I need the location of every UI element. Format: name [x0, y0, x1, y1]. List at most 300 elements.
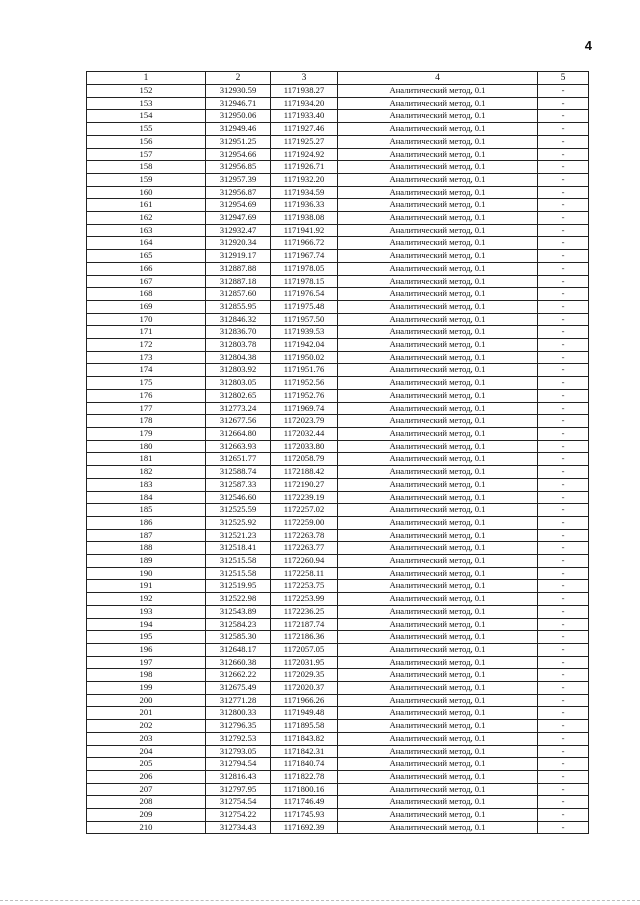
- x-coordinate-cell: 312588.74: [206, 466, 271, 479]
- point-number-cell: 154: [87, 110, 206, 123]
- x-coordinate-cell: 312920.34: [206, 237, 271, 250]
- point-number-cell: 156: [87, 135, 206, 148]
- point-number-cell: 208: [87, 796, 206, 809]
- method-cell: Аналитический метод, 0.1: [338, 224, 538, 237]
- x-coordinate-cell: 312525.59: [206, 504, 271, 517]
- table-row: [87, 224, 589, 237]
- x-coordinate-cell: 312919.17: [206, 250, 271, 263]
- table-row: [87, 682, 589, 695]
- note-cell: -: [538, 656, 589, 669]
- method-cell: Аналитический метод, 0.1: [338, 364, 538, 377]
- y-coordinate-cell: 1172190.27: [271, 478, 338, 491]
- method-cell: Аналитический метод, 0.1: [338, 262, 538, 275]
- point-number-cell: 209: [87, 809, 206, 822]
- note-cell: -: [538, 427, 589, 440]
- y-coordinate-cell: 1171745.93: [271, 809, 338, 822]
- method-cell: Аналитический метод, 0.1: [338, 707, 538, 720]
- y-coordinate-cell: 1172057.05: [271, 643, 338, 656]
- x-coordinate-cell: 312887.18: [206, 275, 271, 288]
- method-cell: Аналитический метод, 0.1: [338, 123, 538, 136]
- note-cell: -: [538, 364, 589, 377]
- table-row: [87, 491, 589, 504]
- x-coordinate-cell: 312664.80: [206, 427, 271, 440]
- y-coordinate-cell: 1171932.20: [271, 173, 338, 186]
- x-coordinate-cell: 312675.49: [206, 682, 271, 695]
- note-cell: -: [538, 605, 589, 618]
- note-cell: -: [538, 618, 589, 631]
- y-coordinate-cell: 1171840.74: [271, 758, 338, 771]
- note-cell: -: [538, 402, 589, 415]
- point-number-cell: 186: [87, 516, 206, 529]
- point-number-cell: 189: [87, 555, 206, 568]
- table-row: [87, 250, 589, 263]
- method-cell: Аналитический метод, 0.1: [338, 593, 538, 606]
- method-cell: Аналитический метод, 0.1: [338, 427, 538, 440]
- note-cell: -: [538, 148, 589, 161]
- x-coordinate-cell: 312660.38: [206, 656, 271, 669]
- note-cell: -: [538, 186, 589, 199]
- y-coordinate-cell: 1171975.48: [271, 300, 338, 313]
- x-coordinate-cell: 312816.43: [206, 770, 271, 783]
- point-number-cell: 155: [87, 123, 206, 136]
- note-cell: -: [538, 631, 589, 644]
- x-coordinate-cell: 312949.46: [206, 123, 271, 136]
- note-cell: -: [538, 504, 589, 517]
- y-coordinate-cell: 1172029.35: [271, 669, 338, 682]
- x-coordinate-cell: 312515.58: [206, 555, 271, 568]
- x-coordinate-cell: 312677.56: [206, 415, 271, 428]
- y-coordinate-cell: 1172259.00: [271, 516, 338, 529]
- y-coordinate-cell: 1171924.92: [271, 148, 338, 161]
- method-cell: Аналитический метод, 0.1: [338, 682, 538, 695]
- x-coordinate-cell: 312792.53: [206, 732, 271, 745]
- table-row: [87, 440, 589, 453]
- x-coordinate-cell: 312663.93: [206, 440, 271, 453]
- table-row: [87, 313, 589, 326]
- point-number-cell: 152: [87, 85, 206, 98]
- y-coordinate-cell: 1172236.25: [271, 605, 338, 618]
- y-coordinate-cell: 1171933.40: [271, 110, 338, 123]
- table-row: [87, 821, 589, 834]
- page-number: 4: [584, 38, 592, 53]
- table-row: [87, 212, 589, 225]
- note-cell: -: [538, 377, 589, 390]
- x-coordinate-cell: 312836.70: [206, 326, 271, 339]
- method-cell: Аналитический метод, 0.1: [338, 720, 538, 733]
- column-header-5: 5: [538, 72, 589, 85]
- point-number-cell: 181: [87, 453, 206, 466]
- x-coordinate-cell: 312846.32: [206, 313, 271, 326]
- method-cell: Аналитический метод, 0.1: [338, 732, 538, 745]
- table-row: [87, 643, 589, 656]
- method-cell: Аналитический метод, 0.1: [338, 580, 538, 593]
- x-coordinate-cell: 312957.39: [206, 173, 271, 186]
- point-number-cell: 182: [87, 466, 206, 479]
- point-number-cell: 166: [87, 262, 206, 275]
- method-cell: Аналитический метод, 0.1: [338, 809, 538, 822]
- table-row: [87, 516, 589, 529]
- point-number-cell: 203: [87, 732, 206, 745]
- point-number-cell: 197: [87, 656, 206, 669]
- point-number-cell: 179: [87, 427, 206, 440]
- y-coordinate-cell: 1172258.11: [271, 567, 338, 580]
- table-row: [87, 542, 589, 555]
- point-number-cell: 190: [87, 567, 206, 580]
- point-number-cell: 207: [87, 783, 206, 796]
- table-row: [87, 809, 589, 822]
- table-row: [87, 580, 589, 593]
- note-cell: -: [538, 669, 589, 682]
- table-row: [87, 656, 589, 669]
- y-coordinate-cell: 1172263.78: [271, 529, 338, 542]
- x-coordinate-cell: 312932.47: [206, 224, 271, 237]
- method-cell: Аналитический метод, 0.1: [338, 110, 538, 123]
- x-coordinate-cell: 312947.69: [206, 212, 271, 225]
- point-number-cell: 204: [87, 745, 206, 758]
- x-coordinate-cell: 312796.35: [206, 720, 271, 733]
- table-row: [87, 758, 589, 771]
- table-row: [87, 529, 589, 542]
- note-cell: -: [538, 326, 589, 339]
- y-coordinate-cell: 1171976.54: [271, 288, 338, 301]
- y-coordinate-cell: 1172058.79: [271, 453, 338, 466]
- table-row: [87, 631, 589, 644]
- y-coordinate-cell: 1171950.02: [271, 351, 338, 364]
- table-row: [87, 770, 589, 783]
- method-cell: Аналитический метод, 0.1: [338, 275, 538, 288]
- y-coordinate-cell: 1171938.27: [271, 85, 338, 98]
- note-cell: -: [538, 720, 589, 733]
- y-coordinate-cell: 1171941.92: [271, 224, 338, 237]
- y-coordinate-cell: 1171925.27: [271, 135, 338, 148]
- point-number-cell: 187: [87, 529, 206, 542]
- note-cell: -: [538, 491, 589, 504]
- table-row: [87, 453, 589, 466]
- note-cell: -: [538, 732, 589, 745]
- x-coordinate-cell: 312887.88: [206, 262, 271, 275]
- method-cell: Аналитический метод, 0.1: [338, 135, 538, 148]
- note-cell: -: [538, 643, 589, 656]
- point-number-cell: 170: [87, 313, 206, 326]
- table-row: [87, 466, 589, 479]
- note-cell: -: [538, 415, 589, 428]
- point-number-cell: 210: [87, 821, 206, 834]
- y-coordinate-cell: 1172253.75: [271, 580, 338, 593]
- note-cell: -: [538, 567, 589, 580]
- table-row: [87, 732, 589, 745]
- method-cell: Аналитический метод, 0.1: [338, 415, 538, 428]
- x-coordinate-cell: 312857.60: [206, 288, 271, 301]
- column-header-4: 4: [338, 72, 538, 85]
- method-cell: Аналитический метод, 0.1: [338, 758, 538, 771]
- y-coordinate-cell: 1171952.56: [271, 377, 338, 390]
- point-number-cell: 193: [87, 605, 206, 618]
- note-cell: -: [538, 593, 589, 606]
- method-cell: Аналитический метод, 0.1: [338, 567, 538, 580]
- method-cell: Аналитический метод, 0.1: [338, 796, 538, 809]
- y-coordinate-cell: 1171938.08: [271, 212, 338, 225]
- y-coordinate-cell: 1171926.71: [271, 161, 338, 174]
- note-cell: -: [538, 275, 589, 288]
- table-row: [87, 694, 589, 707]
- y-coordinate-cell: 1171967.74: [271, 250, 338, 263]
- table-header-row: [87, 72, 589, 85]
- point-number-cell: 172: [87, 339, 206, 352]
- point-number-cell: 194: [87, 618, 206, 631]
- note-cell: -: [538, 478, 589, 491]
- point-number-cell: 168: [87, 288, 206, 301]
- method-cell: Аналитический метод, 0.1: [338, 694, 538, 707]
- point-number-cell: 174: [87, 364, 206, 377]
- x-coordinate-cell: 312662.22: [206, 669, 271, 682]
- point-number-cell: 199: [87, 682, 206, 695]
- table-row: [87, 135, 589, 148]
- method-cell: Аналитический метод, 0.1: [338, 212, 538, 225]
- coordinates-table: [86, 71, 589, 834]
- table-row: [87, 427, 589, 440]
- method-cell: Аналитический метод, 0.1: [338, 339, 538, 352]
- table-row: [87, 110, 589, 123]
- point-number-cell: 176: [87, 389, 206, 402]
- point-number-cell: 180: [87, 440, 206, 453]
- column-header-2: 2: [206, 72, 271, 85]
- table-row: [87, 237, 589, 250]
- y-coordinate-cell: 1171927.46: [271, 123, 338, 136]
- table-row: [87, 148, 589, 161]
- y-coordinate-cell: 1172020.37: [271, 682, 338, 695]
- table-row: [87, 326, 589, 339]
- point-number-cell: 161: [87, 199, 206, 212]
- y-coordinate-cell: 1172033.80: [271, 440, 338, 453]
- x-coordinate-cell: 312797.95: [206, 783, 271, 796]
- y-coordinate-cell: 1171966.72: [271, 237, 338, 250]
- column-header-3: 3: [271, 72, 338, 85]
- point-number-cell: 158: [87, 161, 206, 174]
- x-coordinate-cell: 312734.43: [206, 821, 271, 834]
- x-coordinate-cell: 312800.33: [206, 707, 271, 720]
- method-cell: Аналитический метод, 0.1: [338, 542, 538, 555]
- y-coordinate-cell: 1171692.39: [271, 821, 338, 834]
- x-coordinate-cell: 312515.58: [206, 567, 271, 580]
- table-row: [87, 618, 589, 631]
- note-cell: -: [538, 389, 589, 402]
- point-number-cell: 201: [87, 707, 206, 720]
- x-coordinate-cell: 312525.92: [206, 516, 271, 529]
- y-coordinate-cell: 1171949.48: [271, 707, 338, 720]
- table-row: [87, 173, 589, 186]
- x-coordinate-cell: 312522.98: [206, 593, 271, 606]
- method-cell: Аналитический метод, 0.1: [338, 631, 538, 644]
- table-row: [87, 402, 589, 415]
- note-cell: -: [538, 694, 589, 707]
- table-row: [87, 478, 589, 491]
- table-row: [87, 707, 589, 720]
- point-number-cell: 177: [87, 402, 206, 415]
- x-coordinate-cell: 312648.17: [206, 643, 271, 656]
- x-coordinate-cell: 312794.54: [206, 758, 271, 771]
- point-number-cell: 169: [87, 300, 206, 313]
- x-coordinate-cell: 312543.89: [206, 605, 271, 618]
- table-row: [87, 97, 589, 110]
- note-cell: -: [538, 351, 589, 364]
- table-row: [87, 605, 589, 618]
- point-number-cell: 185: [87, 504, 206, 517]
- table-row: [87, 161, 589, 174]
- x-coordinate-cell: 312802.65: [206, 389, 271, 402]
- table-row: [87, 389, 589, 402]
- table-row: [87, 783, 589, 796]
- method-cell: Аналитический метод, 0.1: [338, 453, 538, 466]
- method-cell: Аналитический метод, 0.1: [338, 402, 538, 415]
- y-coordinate-cell: 1171966.26: [271, 694, 338, 707]
- y-coordinate-cell: 1172187.74: [271, 618, 338, 631]
- y-coordinate-cell: 1171951.76: [271, 364, 338, 377]
- method-cell: Аналитический метод, 0.1: [338, 237, 538, 250]
- method-cell: Аналитический метод, 0.1: [338, 440, 538, 453]
- method-cell: Аналитический метод, 0.1: [338, 186, 538, 199]
- method-cell: Аналитический метод, 0.1: [338, 250, 538, 263]
- table-row: [87, 364, 589, 377]
- y-coordinate-cell: 1171843.82: [271, 732, 338, 745]
- method-cell: Аналитический метод, 0.1: [338, 516, 538, 529]
- table-row: [87, 504, 589, 517]
- point-number-cell: 171: [87, 326, 206, 339]
- x-coordinate-cell: 312587.33: [206, 478, 271, 491]
- note-cell: -: [538, 707, 589, 720]
- x-coordinate-cell: 312519.95: [206, 580, 271, 593]
- method-cell: Аналитический метод, 0.1: [338, 656, 538, 669]
- x-coordinate-cell: 312771.28: [206, 694, 271, 707]
- method-cell: Аналитический метод, 0.1: [338, 288, 538, 301]
- method-cell: Аналитический метод, 0.1: [338, 199, 538, 212]
- table-row: [87, 720, 589, 733]
- point-number-cell: 175: [87, 377, 206, 390]
- note-cell: -: [538, 212, 589, 225]
- point-number-cell: 173: [87, 351, 206, 364]
- x-coordinate-cell: 312954.66: [206, 148, 271, 161]
- y-coordinate-cell: 1172263.77: [271, 542, 338, 555]
- point-number-cell: 198: [87, 669, 206, 682]
- table-row: [87, 745, 589, 758]
- x-coordinate-cell: 312585.30: [206, 631, 271, 644]
- method-cell: Аналитический метод, 0.1: [338, 97, 538, 110]
- x-coordinate-cell: 312518.41: [206, 542, 271, 555]
- point-number-cell: 164: [87, 237, 206, 250]
- note-cell: -: [538, 250, 589, 263]
- table-row: [87, 123, 589, 136]
- column-header-1: 1: [87, 72, 206, 85]
- scan-edge-line: [0, 900, 640, 901]
- point-number-cell: 206: [87, 770, 206, 783]
- y-coordinate-cell: 1171936.33: [271, 199, 338, 212]
- point-number-cell: 167: [87, 275, 206, 288]
- point-number-cell: 192: [87, 593, 206, 606]
- y-coordinate-cell: 1172023.79: [271, 415, 338, 428]
- note-cell: -: [538, 529, 589, 542]
- method-cell: Аналитический метод, 0.1: [338, 173, 538, 186]
- x-coordinate-cell: 312773.24: [206, 402, 271, 415]
- table-row: [87, 262, 589, 275]
- y-coordinate-cell: 1172032.44: [271, 427, 338, 440]
- note-cell: -: [538, 745, 589, 758]
- method-cell: Аналитический метод, 0.1: [338, 85, 538, 98]
- y-coordinate-cell: 1172257.02: [271, 504, 338, 517]
- point-number-cell: 184: [87, 491, 206, 504]
- y-coordinate-cell: 1171939.53: [271, 326, 338, 339]
- table-row: [87, 199, 589, 212]
- x-coordinate-cell: 312804.38: [206, 351, 271, 364]
- x-coordinate-cell: 312754.22: [206, 809, 271, 822]
- y-coordinate-cell: 1171934.20: [271, 97, 338, 110]
- method-cell: Аналитический метод, 0.1: [338, 300, 538, 313]
- method-cell: Аналитический метод, 0.1: [338, 389, 538, 402]
- method-cell: Аналитический метод, 0.1: [338, 643, 538, 656]
- table-row: [87, 555, 589, 568]
- x-coordinate-cell: 312803.92: [206, 364, 271, 377]
- note-cell: -: [538, 339, 589, 352]
- y-coordinate-cell: 1171952.76: [271, 389, 338, 402]
- table-row: [87, 186, 589, 199]
- note-cell: -: [538, 135, 589, 148]
- method-cell: Аналитический метод, 0.1: [338, 555, 538, 568]
- y-coordinate-cell: 1171822.78: [271, 770, 338, 783]
- note-cell: -: [538, 300, 589, 313]
- x-coordinate-cell: 312855.95: [206, 300, 271, 313]
- method-cell: Аналитический метод, 0.1: [338, 605, 538, 618]
- y-coordinate-cell: 1171800.16: [271, 783, 338, 796]
- table-row: [87, 351, 589, 364]
- point-number-cell: 188: [87, 542, 206, 555]
- point-number-cell: 153: [87, 97, 206, 110]
- x-coordinate-cell: 312956.87: [206, 186, 271, 199]
- x-coordinate-cell: 312793.05: [206, 745, 271, 758]
- note-cell: -: [538, 262, 589, 275]
- note-cell: -: [538, 770, 589, 783]
- note-cell: -: [538, 97, 589, 110]
- y-coordinate-cell: 1172260.94: [271, 555, 338, 568]
- method-cell: Аналитический метод, 0.1: [338, 377, 538, 390]
- point-number-cell: 160: [87, 186, 206, 199]
- x-coordinate-cell: 312803.78: [206, 339, 271, 352]
- note-cell: -: [538, 555, 589, 568]
- note-cell: -: [538, 796, 589, 809]
- note-cell: -: [538, 288, 589, 301]
- table-row: [87, 796, 589, 809]
- method-cell: Аналитический метод, 0.1: [338, 669, 538, 682]
- method-cell: Аналитический метод, 0.1: [338, 821, 538, 834]
- method-cell: Аналитический метод, 0.1: [338, 351, 538, 364]
- table-row: [87, 300, 589, 313]
- table-row: [87, 288, 589, 301]
- note-cell: -: [538, 783, 589, 796]
- x-coordinate-cell: 312803.05: [206, 377, 271, 390]
- point-number-cell: 159: [87, 173, 206, 186]
- method-cell: Аналитический метод, 0.1: [338, 783, 538, 796]
- y-coordinate-cell: 1171957.50: [271, 313, 338, 326]
- method-cell: Аналитический метод, 0.1: [338, 770, 538, 783]
- x-coordinate-cell: 312954.69: [206, 199, 271, 212]
- method-cell: Аналитический метод, 0.1: [338, 326, 538, 339]
- table-row: [87, 415, 589, 428]
- point-number-cell: 165: [87, 250, 206, 263]
- method-cell: Аналитический метод, 0.1: [338, 504, 538, 517]
- note-cell: -: [538, 110, 589, 123]
- method-cell: Аналитический метод, 0.1: [338, 478, 538, 491]
- note-cell: -: [538, 313, 589, 326]
- point-number-cell: 163: [87, 224, 206, 237]
- table-row: [87, 339, 589, 352]
- note-cell: -: [538, 173, 589, 186]
